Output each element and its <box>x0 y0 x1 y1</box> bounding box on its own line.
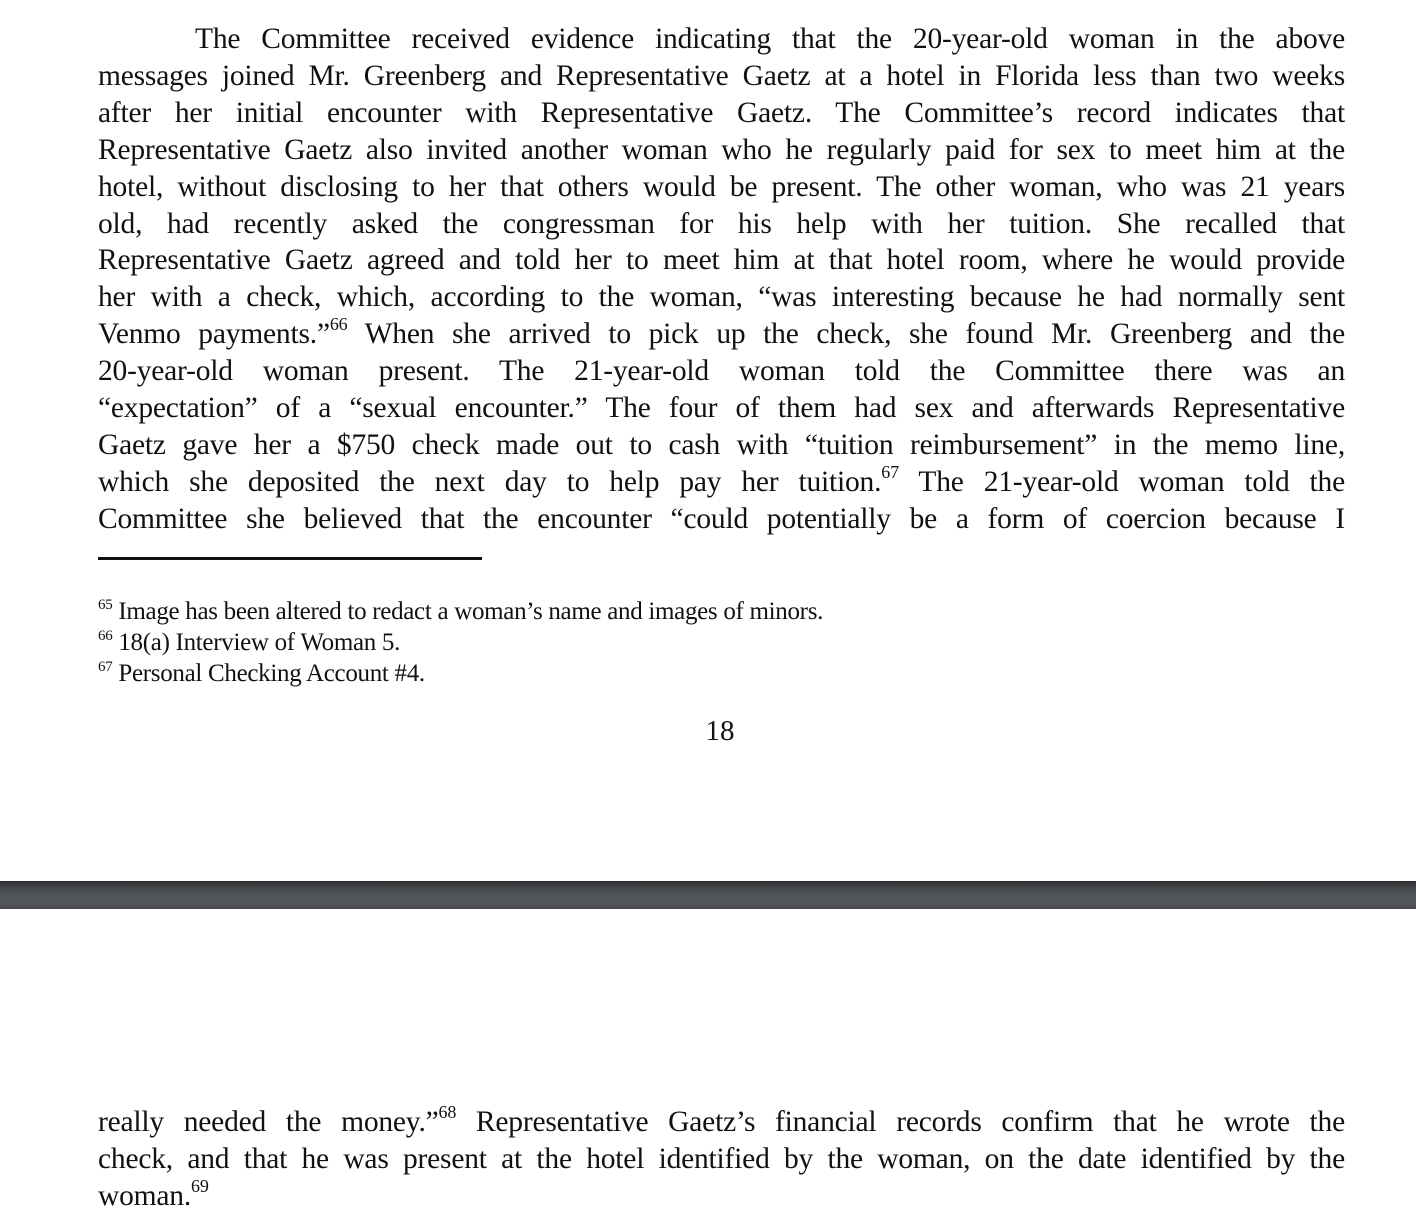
text-line: her with a check, which, according to the woman, “was interesting because he had normally sent <box>98 281 1345 314</box>
footnote-text: Image has been altered to redact a woman’s name and images of minors. <box>118 598 824 625</box>
text-line: The Committee received evidence indicating that the 20-year-old woman in the above <box>195 23 1345 55</box>
text-line <box>98 464 1345 501</box>
document-page-19 <box>0 909 1416 1222</box>
footnote-ref-67[interactable]: 67 <box>881 462 899 483</box>
footnote-number: 66 <box>98 627 113 644</box>
text-line: messages joined Mr. Greenberg and Representative Gaetz at a hotel in Florida less than two weeks <box>98 59 1345 92</box>
page-separator <box>0 881 1416 909</box>
body-paragraph-continued <box>98 1104 1345 1215</box>
text-segment: Representative Gaetz’s financial records confirm that he wrote the <box>456 1106 1345 1138</box>
footnote-number: 67 <box>98 658 113 675</box>
text-segment: which she deposited the next day to help pay her tuition. <box>98 465 882 498</box>
footnote-number: 65 <box>98 596 113 613</box>
page-number: 18 <box>705 715 735 747</box>
text-line: hotel, without disclosing to her that others would be present. The other woman, who was 21 years <box>98 170 1345 203</box>
text-line <box>98 316 1345 353</box>
text-segment: When she arrived to pick up the check, she found Mr. Greenberg and the <box>347 318 1345 351</box>
footnote-ref-66[interactable]: 66 <box>329 314 348 335</box>
text-line: old, had recently asked the congressman for his help with her tuition. She recalled that <box>98 207 1345 240</box>
body-paragraph <box>98 21 1345 538</box>
text-segment: Venmo payments.” <box>98 318 330 351</box>
text-line: Gaetz gave her a $750 check made out to cash with “tuition reimbursement” in the memo line, <box>98 428 1345 461</box>
text-segment: really needed the money.” <box>98 1106 439 1138</box>
text-line: Committee she believed that the encounter “could potentially be a form of coercion because I <box>98 502 1345 535</box>
text-line <box>98 1175 1345 1215</box>
text-segment: woman. <box>98 1179 192 1212</box>
footnote-separator <box>98 557 482 560</box>
text-line: after her initial encounter with Representative Gaetz. The Committee’s record indicates that <box>98 96 1345 129</box>
text-line: Representative Gaetz also invited another woman who he regularly paid for sex to meet him at the <box>98 133 1345 166</box>
footnote-65 <box>98 596 1198 627</box>
text-line: Representative Gaetz agreed and told her to meet him at that hotel room, where he would provide <box>98 244 1345 277</box>
footnote-ref-69[interactable]: 69 <box>191 1175 209 1196</box>
text-line: “expectation” of a “sexual encounter.” The four of them had sex and afterwards Representative <box>98 392 1345 425</box>
text-line: check, and that he was present at the hotel identified by the woman, on the date identified by the <box>98 1142 1345 1175</box>
footnotes <box>98 596 1198 689</box>
text-segment: The 21-year-old woman told the <box>898 465 1345 498</box>
footnote-ref-68[interactable]: 68 <box>438 1102 457 1123</box>
footnote-67 <box>98 658 1198 689</box>
text-line: 20-year-old woman present. The 21-year-old woman told the Committee there was an <box>98 355 1345 388</box>
footnote-text: 18(a) Interview of Woman 5. <box>118 629 401 656</box>
footnote-66 <box>98 627 1198 658</box>
footnote-text: Personal Checking Account #4. <box>118 660 425 687</box>
text-line <box>98 1104 1345 1141</box>
